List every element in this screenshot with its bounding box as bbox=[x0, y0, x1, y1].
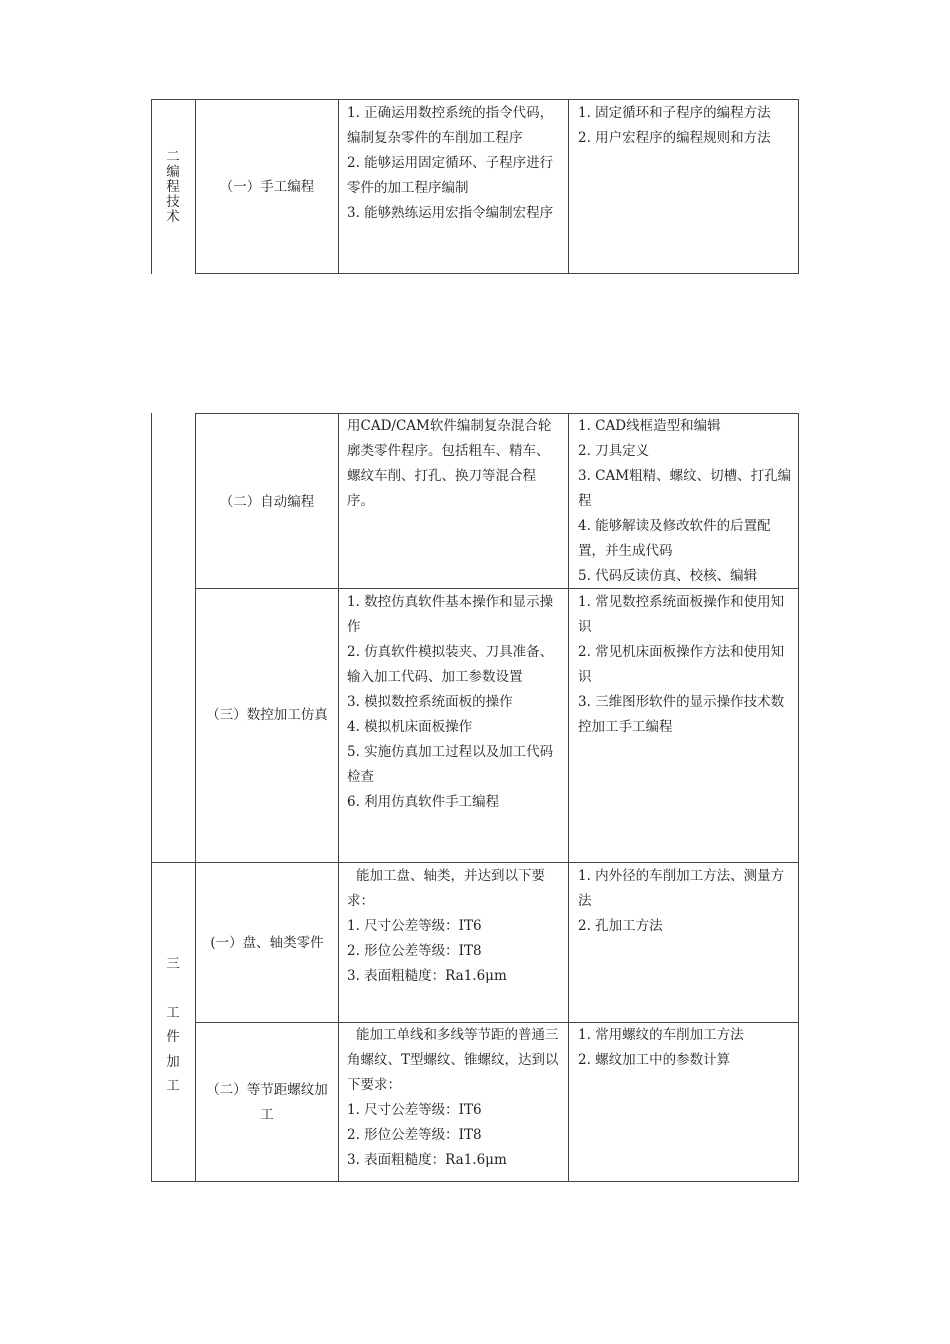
knowledge-item: 2. 孔加工方法 bbox=[578, 918, 663, 934]
knowledge-item: 2. 用户宏程序的编程规则和方法 bbox=[578, 130, 771, 146]
table-border bbox=[195, 413, 196, 1182]
skill-item: 2. 能够运用固定循环、子程序进行零件的加工程序编制 bbox=[347, 155, 554, 196]
section-label-char: 工 bbox=[166, 1078, 180, 1094]
skills-cell bbox=[347, 864, 562, 989]
knowledge-item: 2. 刀具定义 bbox=[578, 443, 650, 459]
table-border bbox=[151, 413, 152, 1182]
skill-item: 3. 能够熟练运用宏指令编制宏程序 bbox=[347, 205, 554, 221]
skill-item: 1. 尺寸公差等级：IT6 bbox=[347, 918, 482, 934]
skill-item: 2. 形位公差等级：IT8 bbox=[347, 1127, 482, 1143]
knowledge-item: 2. 螺纹加工中的参数计算 bbox=[578, 1052, 731, 1068]
topic-cell: （二）等节距螺纹加工 bbox=[206, 1082, 328, 1123]
skill-item: 1. 尺寸公差等级：IT6 bbox=[347, 1102, 482, 1118]
section-label-text bbox=[164, 150, 182, 225]
table-border bbox=[151, 99, 799, 100]
section-label-char: 编 bbox=[166, 164, 180, 180]
skill-item: 3. 模拟数控系统面板的操作 bbox=[347, 694, 513, 710]
table-border bbox=[195, 273, 799, 274]
knowledge-item: 1. 常见数控系统面板操作和使用知识 bbox=[578, 594, 785, 635]
knowledge-cell bbox=[578, 864, 793, 939]
table-border bbox=[151, 862, 799, 863]
topic-cell: （一）手工编程 bbox=[219, 179, 315, 195]
knowledge-item: 3. CAM粗精、螺纹、切槽、打孔编程 bbox=[578, 468, 792, 509]
table-border bbox=[338, 99, 339, 274]
skill-item: 1. 数控仿真软件基本操作和显示操作 bbox=[347, 594, 554, 635]
table-border bbox=[151, 99, 152, 274]
topic-cell: （二）自动编程 bbox=[219, 494, 315, 510]
section-label bbox=[164, 952, 182, 1099]
section-label-text bbox=[164, 952, 182, 1099]
knowledge-cell bbox=[578, 101, 793, 151]
topic-cell: （三）数控加工仿真 bbox=[206, 707, 328, 723]
knowledge-item: 4. 能够解读及修改软件的后置配置，并生成代码 bbox=[578, 518, 771, 559]
table-border bbox=[338, 413, 339, 1182]
topic-cell: (一）盘、轴类零件 bbox=[210, 935, 324, 951]
section-label-char: 工 bbox=[166, 1004, 180, 1021]
table-border bbox=[798, 99, 799, 274]
table-border bbox=[568, 413, 569, 1182]
skills-cell bbox=[347, 414, 559, 514]
section-label-char: 三 bbox=[166, 956, 180, 972]
section-label-char: 加 bbox=[166, 1053, 180, 1070]
section-label-char: 件 bbox=[166, 1029, 180, 1045]
section-label-char: 技 bbox=[166, 194, 180, 210]
skill-item: 1. 正确运用数控系统的指令代码，编制复杂零件的车削加工程序 bbox=[347, 105, 554, 146]
knowledge-item: 1. CAD线框造型和编辑 bbox=[578, 418, 721, 434]
section-label-char: 程 bbox=[166, 179, 180, 195]
knowledge-item: 1. 固定循环和子程序的编程方法 bbox=[578, 105, 771, 121]
table-border bbox=[568, 99, 569, 274]
knowledge-cell bbox=[578, 1023, 793, 1073]
skill-item: 5. 实施仿真加工过程以及加工代码检查 bbox=[347, 744, 554, 785]
knowledge-item: 1. 常用螺纹的车削加工方法 bbox=[578, 1027, 744, 1043]
skill-item: 2. 形位公差等级：IT8 bbox=[347, 943, 482, 959]
knowledge-item: 5. 代码反读仿真、校核、编辑 bbox=[578, 568, 758, 584]
skill-item: 能加工单线和多线等节距的普通三角螺纹、T型螺纹、锥螺纹，达到以下要求： bbox=[347, 1027, 559, 1093]
skills-cell bbox=[347, 101, 562, 226]
section-label-char: 二 bbox=[166, 149, 180, 165]
table-border bbox=[798, 413, 799, 1182]
skill-item: 6. 利用仿真软件手工编程 bbox=[347, 794, 500, 810]
skill-item: 3. 表面粗糙度：Ra1.6μm bbox=[347, 968, 507, 984]
skills-cell bbox=[347, 590, 559, 815]
knowledge-item: 2. 常见机床面板操作方法和使用知识 bbox=[578, 644, 785, 685]
knowledge-cell bbox=[578, 590, 793, 740]
knowledge-cell bbox=[578, 414, 793, 589]
table-border bbox=[151, 1181, 799, 1182]
section-label-char: 术 bbox=[166, 209, 180, 225]
skill-item: 4. 模拟机床面板操作 bbox=[347, 719, 473, 735]
knowledge-item: 3. 三维图形软件的显示操作技术数控加工手工编程 bbox=[578, 694, 785, 735]
section-label bbox=[164, 150, 182, 225]
skill-item: 3. 表面粗糙度：Ra1.6μm bbox=[347, 1152, 507, 1168]
skill-item: 2. 仿真软件模拟装夹、刀具准备、输入加工代码、加工参数设置 bbox=[347, 644, 554, 685]
skills-cell bbox=[347, 1023, 562, 1173]
knowledge-item: 1. 内外径的车削加工方法、测量方法 bbox=[578, 868, 785, 909]
skill-item: 能加工盘、轴类，并达到以下要求： bbox=[347, 868, 545, 909]
skill-item: 用CAD/CAM软件编制复杂混合轮廓类零件程序。包括粗车、精车、螺纹车削、打孔、换刀等混合程序。 bbox=[347, 418, 552, 509]
